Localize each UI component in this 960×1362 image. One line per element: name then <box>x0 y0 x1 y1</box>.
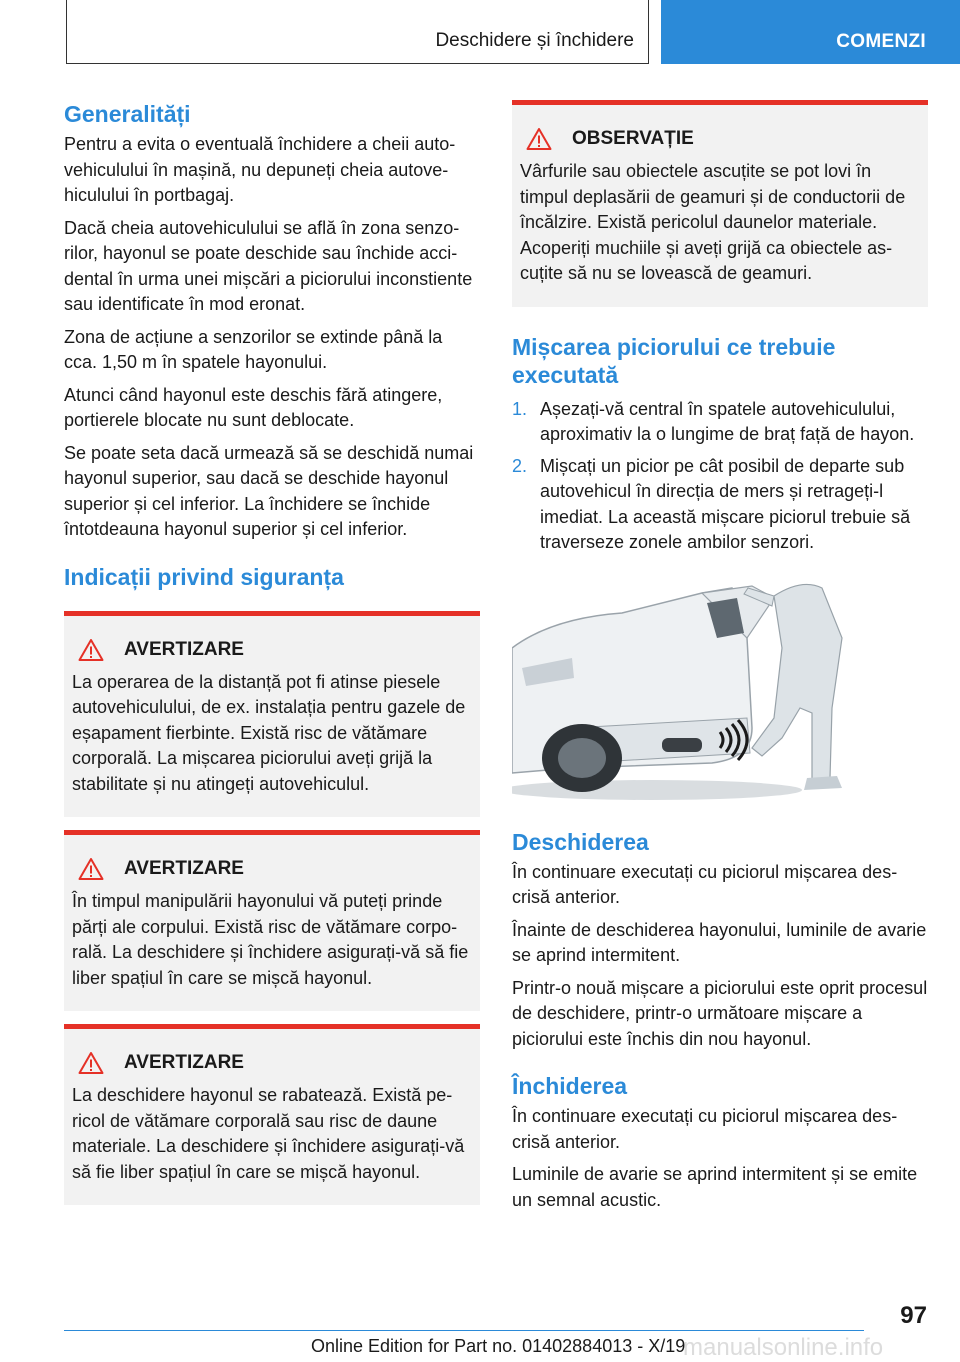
warning-box <box>64 830 480 1011</box>
paragraph: În continuare executați cu piciorul mișcarea descrisă anterior. <box>512 1106 898 1152</box>
warning-label: AVERTIZARE <box>124 638 244 660</box>
list-item <box>512 454 928 556</box>
warning-triangle-icon <box>526 127 552 151</box>
warning-label: AVERTIZARE <box>124 1052 244 1073</box>
header-section-box <box>66 0 649 64</box>
note-text: Vârfurile sau obiectele ascuțite se pot lovi în timpul deplasării de geamuri și de conductorii de încălzire. Există pericolul daunelor materiale. Acoperiți muchiile și aveți grijă ca obiectele ascuțite să nu se lovească de geamuri. <box>520 161 906 283</box>
step-text: Așezați-vă central în spatele autovehiculului, aproximativ la o lungime de braț față de hayon. <box>540 398 915 444</box>
svg-text:manualsonline.info: manualsonline.info <box>683 1334 884 1361</box>
foot-gesture-illustration <box>512 578 858 800</box>
paragraph: Printr-o nouă mișcare a piciorului este oprit procesul de deschidere, printr-o următoare mișcare a piciorului este închis din nou hayonul. <box>512 977 928 1049</box>
warning-triangle-icon <box>78 1051 104 1075</box>
paragraph: Înainte de deschiderea hayonului, luminile de avarie se aprind intermitent. <box>512 919 927 965</box>
header-section-title: Deschidere și închidere <box>435 30 634 51</box>
paragraph: Dacă cheia autovehiculului se află în zona senzorilor, hayonul se poate deschide sau închide accidental în urma unei mișcări a piciorului inconstiente sau identificate în mod eronat. <box>64 217 473 314</box>
step-list <box>512 397 928 556</box>
footer-edition: Online Edition for Part no. 01402884013 - X/19 <box>311 1336 686 1356</box>
heading-siguranta: Indicații privind siguranța <box>64 563 344 590</box>
heading-miscarea: Mișcarea piciorului ce trebuie executată <box>512 333 836 388</box>
warning-text: În timpul manipulării hayonului vă puteți prinde părți ale corpului. Există risc de vătămare corporală. La deschidere și închidere asigurați-vă să fie liber spațiul în care se mișcă hayonul. <box>72 891 469 988</box>
paragraph: Atunci când hayonul este deschis fără atingere, portierele blocate nu sunt deblocate. <box>64 384 443 430</box>
manualsonline-watermark-logo <box>683 1331 943 1361</box>
paragraph: Luminile de avarie se aprind intermitent și se emite un semnal acustic. <box>512 1164 918 1210</box>
warning-box <box>64 611 480 818</box>
left-column <box>64 100 480 1205</box>
header-chapter-title: COMENZI <box>836 31 926 52</box>
warning-box <box>64 1024 480 1205</box>
step-number: 1. <box>512 398 528 419</box>
heading-generalitati: Generalități <box>64 101 191 127</box>
paragraph: Se poate seta dacă urmează să se deschidă numai hayonul superior, sau dacă se deschide hayonul superior și cel inferior. La închidere se închide întotdeauna hayonul superior și cel inferior. <box>64 442 474 539</box>
step-number: 2. <box>512 455 528 476</box>
paragraph: Pentru a evita o eventuală închidere a cheii autovehiculului în mașină, nu depuneți cheia autovehiculului în portbagaj. <box>64 134 456 205</box>
paragraph: În continuare executați cu piciorul mișcarea descrisă anterior. <box>512 861 898 907</box>
warning-triangle-icon <box>78 638 104 662</box>
note-box <box>512 100 928 307</box>
heading-deschiderea: Deschiderea <box>512 828 649 855</box>
warning-text: La deschidere hayonul se rabatează. Există pericol de vătămare corporală sau risc de daune materiale. La deschidere și închidere asigurați-vă să fie liber spațiul în care se mișcă hayonul. <box>72 1085 465 1182</box>
paragraph: Zona de acțiune a senzorilor se extinde până la cca. 1,50 m în spatele hayonului. <box>64 326 443 372</box>
header-chapter-tab <box>661 0 960 64</box>
list-item <box>512 397 928 448</box>
warning-label: AVERTIZARE <box>124 858 244 879</box>
warning-text: La operarea de la distanță pot fi atinse piesele autovehiculului, de ex. instalația pentru gazele de eșapament fierbinte. Există risc de vătămare corporală. La mișcarea piciorului aveți grijă la stabilitate și nu atingeți autovehiculul. <box>72 671 466 794</box>
heading-inchiderea: Închiderea <box>512 1073 628 1099</box>
warning-triangle-icon <box>78 857 104 881</box>
note-label: OBSERVAȚIE <box>572 128 694 149</box>
page-number: 97 <box>900 1302 927 1329</box>
step-text: Mișcați un picior pe cât posibil de departe sub autovehicul în direcția de mers și retrageți-l imediat. La această mișcare piciorul trebuie să traverseze zonele ambilor senzori. <box>540 455 911 552</box>
right-column <box>512 100 928 1213</box>
